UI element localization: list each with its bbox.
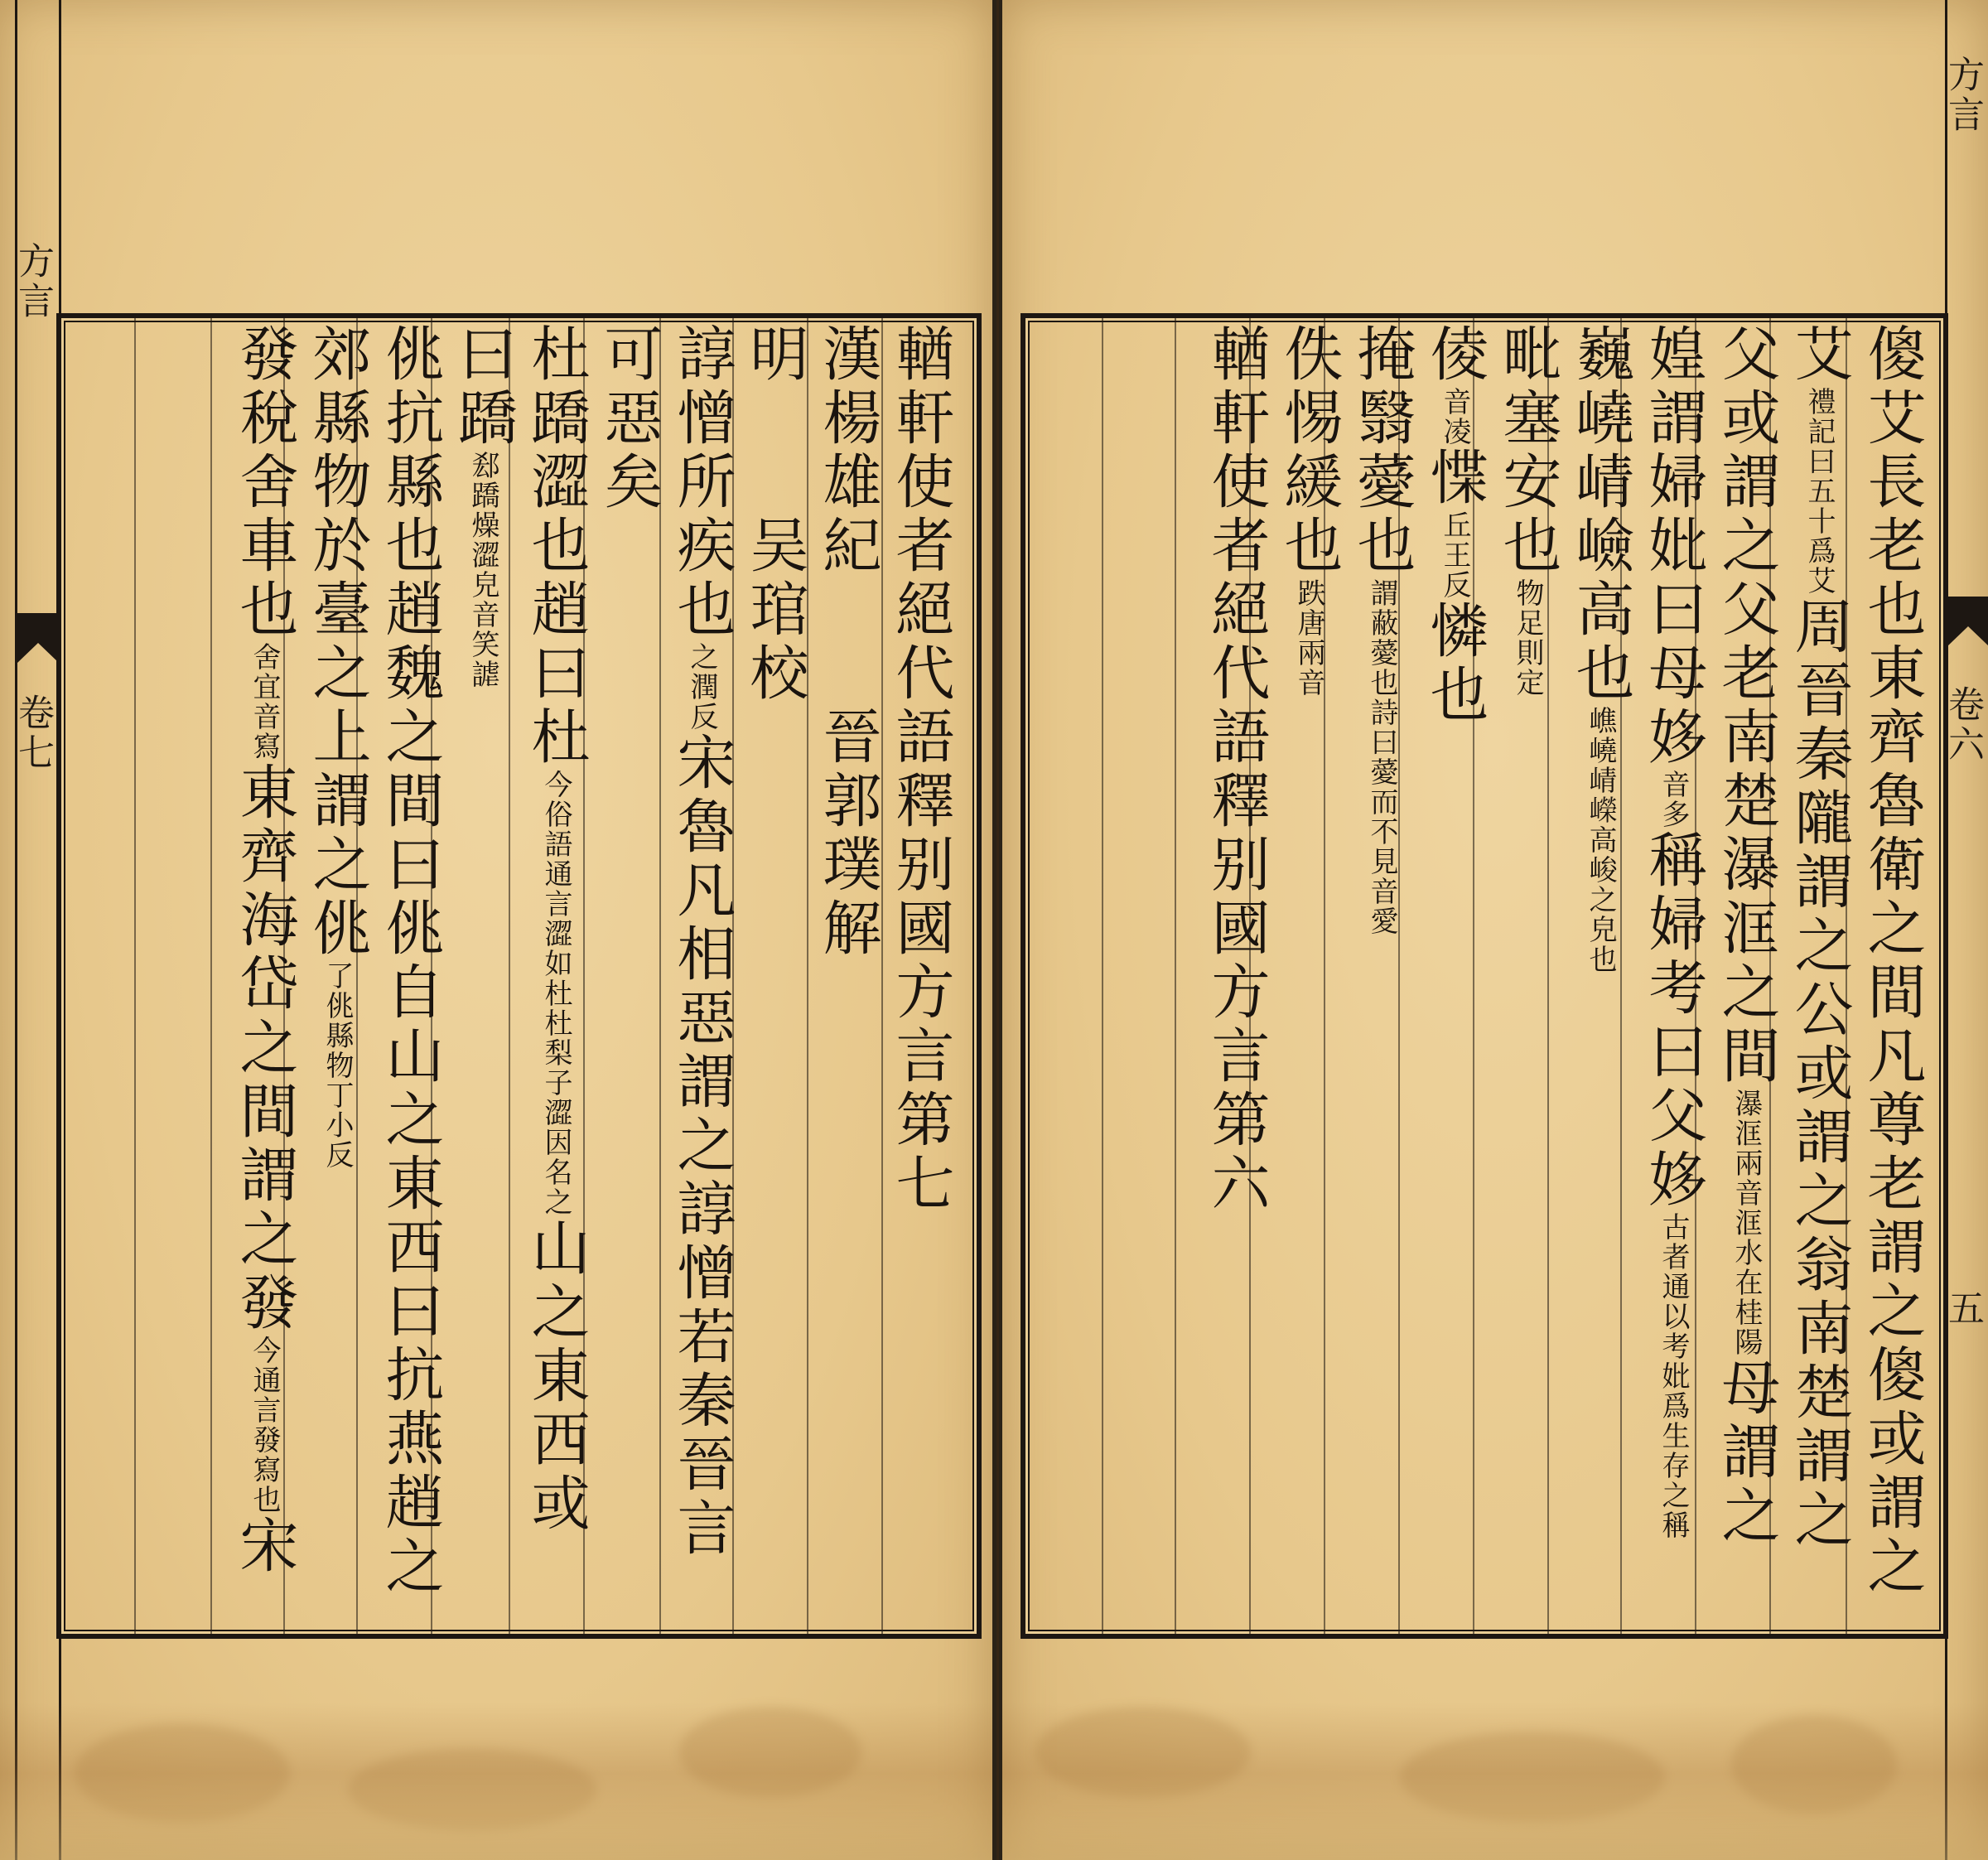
main-text: 周晉秦隴謂之公或謂之翁南楚謂之 xyxy=(1785,596,1854,1553)
water-stain xyxy=(348,1748,596,1831)
text-line xyxy=(1710,323,1783,1616)
commentary: 舍宜音寫 xyxy=(248,642,281,761)
main-text: 諄憎所疾也 xyxy=(668,323,736,642)
text-line xyxy=(446,323,519,1616)
author-jin: 晉郭璞解 xyxy=(813,706,882,961)
text-line xyxy=(1345,323,1418,1616)
text-line xyxy=(1272,323,1345,1616)
main-text: 惵 xyxy=(1421,447,1489,510)
right-page-text xyxy=(1050,323,1928,1616)
text-line xyxy=(519,323,592,1616)
margin-page-number: 五 xyxy=(1942,1289,1984,1329)
text-line xyxy=(1564,323,1637,1616)
text-line xyxy=(1418,323,1491,1616)
main-text: 母謂之 xyxy=(1712,1357,1781,1548)
chapter-title: 輶軒使者絕代語釋别國方言第七 xyxy=(886,323,955,1216)
commentary: 音凌 xyxy=(1438,387,1471,447)
main-text: 宋 xyxy=(230,1515,299,1578)
water-stain xyxy=(679,1707,861,1798)
water-stain xyxy=(1400,1732,1665,1823)
main-text: 媓謂婦妣曰母姼 xyxy=(1639,323,1708,770)
water-stain xyxy=(1035,1707,1251,1798)
text-line xyxy=(1637,323,1710,1616)
main-text: 杜蹻澀也趙曰杜 xyxy=(522,323,591,770)
main-text: 山之東西或 xyxy=(522,1217,591,1536)
main-text: 毗塞安也 xyxy=(1493,323,1562,578)
main-text: 發稅舍車也 xyxy=(230,323,299,642)
margin-chapter: 卷七 xyxy=(12,693,54,773)
author-line xyxy=(811,323,884,1616)
commentary: 丘王反 xyxy=(1438,510,1471,600)
book-fold xyxy=(996,0,999,1860)
commentary: 今俗語通言澀如杜杜梨子澀因名之 xyxy=(539,770,572,1217)
proofreader-line xyxy=(738,323,811,1616)
dynasty-ming: 明 xyxy=(741,323,809,387)
margin-book-title: 方言 xyxy=(12,242,54,321)
commentary: 跌唐兩音 xyxy=(1292,578,1325,698)
left-leaf xyxy=(0,0,992,1860)
main-text: 曰蹻 xyxy=(449,323,518,451)
fishtail-mark xyxy=(1947,597,1988,646)
water-stain xyxy=(75,1723,290,1823)
main-text: 艾 xyxy=(1785,323,1854,387)
commentary: 之潤反 xyxy=(685,642,718,732)
text-line xyxy=(1491,323,1564,1616)
commentary: 謂蔽薆也詩曰薆而不見音愛 xyxy=(1365,578,1398,936)
main-text: 憐也 xyxy=(1421,600,1489,727)
main-text: 倰 xyxy=(1421,323,1489,387)
text-line xyxy=(301,323,374,1616)
commentary: 嶕嶢崝嶸高峻之皃也 xyxy=(1584,706,1617,974)
commentary: 古者通以考妣爲生存之稱 xyxy=(1657,1212,1690,1540)
main-text: 郊縣物於臺之上謂之佻 xyxy=(303,323,372,961)
proofreader-name: 吴琯校 xyxy=(741,515,809,706)
text-line xyxy=(592,323,665,1616)
right-block-margin xyxy=(1942,0,1988,1860)
margin-book-title: 方言 xyxy=(1942,56,1984,135)
left-page-text xyxy=(79,323,957,1616)
main-text: 東齊海岱之間謂之發 xyxy=(230,761,299,1336)
commentary: 今通言發寫也 xyxy=(248,1336,281,1515)
commentary: 郄蹻燥澀皃音笑謔 xyxy=(466,451,499,689)
main-text: 傻艾長老也東齊魯衛之間凡尊老謂之傻或謂之 xyxy=(1858,323,1927,1599)
author-han: 漢楊雄紀 xyxy=(813,323,882,578)
commentary: 物足則定 xyxy=(1511,578,1544,698)
commentary: 了佻縣物丁小反 xyxy=(321,961,354,1170)
main-text: 父或謂之父老南楚瀑洭之間 xyxy=(1712,323,1781,1089)
text-line xyxy=(228,323,301,1616)
commentary: 音多 xyxy=(1657,770,1690,829)
main-text: 稱婦考曰父姼 xyxy=(1639,829,1708,1212)
left-block-margin xyxy=(12,0,61,1860)
text-line xyxy=(1855,323,1928,1616)
water-stain xyxy=(1731,1715,1897,1814)
right-leaf xyxy=(1002,0,1988,1860)
main-text: 佻抗縣也趙魏之間曰佻自山之東西曰抗燕趙之 xyxy=(376,323,445,1599)
main-text: 佚惕緩也 xyxy=(1275,323,1344,578)
commentary: 瀑洭兩音洭水在桂陽 xyxy=(1730,1089,1763,1357)
commentary: 禮記曰五十爲艾 xyxy=(1802,387,1836,596)
chapter-title: 輶軒使者絕代語釋别國方言第六 xyxy=(1202,323,1271,1216)
main-text: 宋魯凡相惡謂之諄憎若秦晉言 xyxy=(668,732,736,1561)
text-line xyxy=(1783,323,1855,1616)
text-line xyxy=(665,323,738,1616)
fishtail-mark xyxy=(17,613,59,663)
main-text: 巍嶢崝嶮高也 xyxy=(1566,323,1635,706)
main-text: 掩翳薆也 xyxy=(1348,323,1416,578)
text-line xyxy=(374,323,446,1616)
main-text: 可惡矣 xyxy=(595,323,663,515)
margin-chapter: 卷六 xyxy=(1942,685,1984,765)
